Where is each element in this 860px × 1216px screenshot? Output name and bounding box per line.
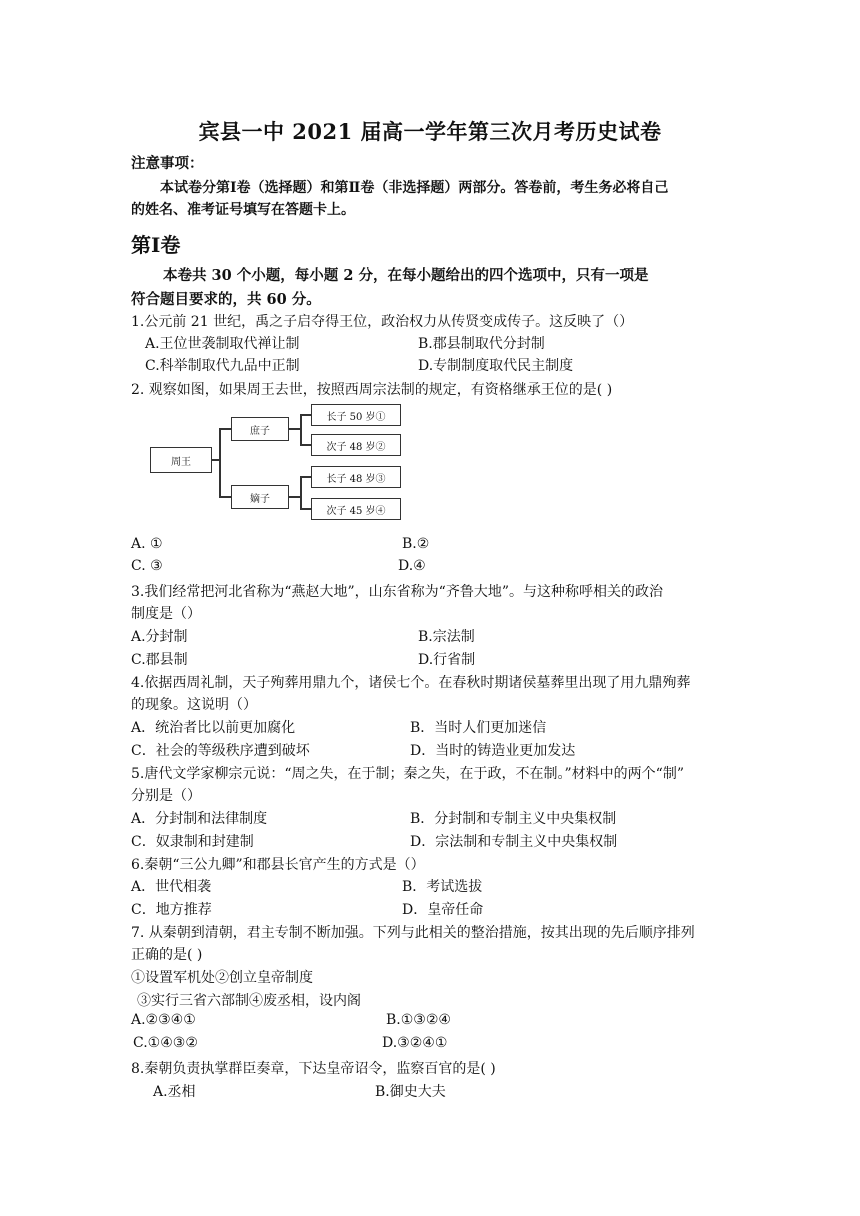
q6-option-d: D．皇帝任命 [402, 902, 484, 918]
q1-option-a: A.王位世袭制取代禅让制 [145, 336, 300, 352]
notice-line-2: 的姓名、准考证号填写在答题卡上。 [131, 202, 355, 218]
diagram-connector [300, 414, 311, 416]
q5-option-d: D．宗法制和专制主义中央集权制 [410, 834, 618, 850]
diagram-connector [300, 444, 311, 446]
diagram-connector [300, 414, 302, 445]
q6-option-c: C．地方推荐 [131, 902, 212, 918]
q3-option-d: D.行省制 [418, 652, 476, 668]
q7-option-c: C.①④③② [133, 1035, 198, 1051]
q4-option-b: B．当时人们更加迷信 [410, 720, 547, 736]
diagram-leaf-3-box: 长子 48 岁③ [311, 466, 401, 488]
diagram-connector [219, 428, 231, 430]
q2-stem: 2. 观察如图，如果周王去世，按照西周宗法制的规定，有资格继承王位的是( ) [131, 382, 613, 398]
q8-option-a: A.丞相 [153, 1084, 196, 1100]
diagram-connector [300, 476, 311, 478]
section-heading: 第Ⅰ卷 [131, 233, 181, 257]
q7-items-line-1: ①设置军机处②创立皇帝制度 [131, 970, 313, 986]
q2-option-c: C. ③ [131, 558, 163, 574]
diagram-connector [289, 496, 300, 498]
diagram-branch-2-box: 嫡子 [231, 485, 289, 509]
q4-stem-line-2: 的现象。这说明（） [131, 697, 257, 713]
q5-stem-line-2: 分别是（） [131, 788, 201, 804]
q1-option-c: C.科举制取代九品中正制 [145, 358, 300, 374]
q7-option-d: D.③②④① [382, 1035, 448, 1051]
q3-stem-line-1: 3.我们经常把河北省称为“燕赵大地”，山东省称为“齐鲁大地”。与这种称呼相关的政治 [131, 584, 663, 600]
q2-option-b: B.② [402, 536, 430, 552]
q2-option-d: D.④ [398, 558, 426, 574]
diagram-connector [300, 508, 311, 510]
page-title: 宾县一中 2021 届高一学年第三次月考历史试卷 [198, 119, 662, 144]
q3-option-b: B.宗法制 [418, 629, 475, 645]
diagram-connector [219, 496, 231, 498]
q2-option-a: A. ① [131, 536, 163, 552]
q6-option-b: B．考试选拔 [402, 879, 483, 895]
q4-option-a: A．统治者比以前更加腐化 [131, 720, 296, 736]
q7-stem-line-2: 正确的是( ) [131, 947, 203, 963]
section-intro-2: 符合题目要求的，共 60 分。 [131, 291, 321, 308]
q5-option-c: C．奴隶制和封建制 [131, 834, 254, 850]
q4-stem-line-1: 4.依据西周礼制，天子殉葬用鼎九个，诸侯七个。在春秋时期诸侯墓葬里出现了用九鼎殉葬 [131, 675, 691, 691]
section-intro-1: 本卷共 30 个小题，每小题 2 分，在每小题给出的四个选项中，只有一项是 [163, 267, 649, 284]
q7-option-b: B.①③②④ [386, 1012, 451, 1028]
q1-stem: 1.公元前 21 世纪，禹之子启夺得王位，政治权力从传贤变成传子。这反映了（） [131, 314, 634, 330]
diagram-leaf-1-box: 长子 50 岁① [311, 404, 401, 426]
diagram-leaf-2-box: 次子 48 岁② [311, 434, 401, 456]
q6-stem: 6.秦朝“三公九卿”和郡县长官产生的方式是（） [131, 857, 425, 873]
q6-option-a: A．世代相袭 [131, 879, 212, 895]
q5-option-b: B．分封制和专制主义中央集权制 [410, 811, 617, 827]
q7-items-line-2: ③实行三省六部制④废丞相，设内阁 [137, 993, 361, 1009]
q3-option-a: A.分封制 [131, 629, 188, 645]
q3-option-c: C.郡县制 [131, 652, 188, 668]
q8-stem: 8.秦朝负责执掌群臣奏章，下达皇帝诏令，监察百官的是( ) [131, 1061, 496, 1077]
q1-option-d: D.专制制度取代民主制度 [418, 358, 574, 374]
q7-stem-line-1: 7. 从秦朝到清朝，君主专制不断加强。下列与此相关的整治措施，按其出现的先后顺序排列 [131, 925, 695, 941]
diagram-connector [289, 428, 300, 430]
diagram-root-box: 周王 [150, 447, 212, 473]
q3-stem-line-2: 制度是（） [131, 606, 201, 622]
diagram-connector [300, 476, 302, 509]
q5-stem-line-1: 5.唐代文学家柳宗元说：“周之失，在于制；秦之失，在于政，不在制。”材料中的两个“制” [131, 766, 684, 782]
notice-heading: 注意事项： [131, 155, 204, 172]
diagram-branch-1-box: 庶子 [231, 417, 289, 441]
q4-option-d: D．当时的铸造业更加发达 [410, 743, 576, 759]
diagram-leaf-4-box: 次子 45 岁④ [311, 498, 401, 520]
q5-option-a: A．分封制和法律制度 [131, 811, 268, 827]
q1-option-b: B.郡县制取代分封制 [418, 336, 545, 352]
q4-option-c: C．社会的等级秩序遭到破坏 [131, 743, 310, 759]
diagram-connector [219, 428, 221, 497]
notice-line-1: 本试卷分第Ⅰ卷（选择题）和第Ⅱ卷（非选择题）两部分。答卷前，考生务必将自己 [160, 180, 669, 196]
q7-option-a: A.②③④① [131, 1012, 196, 1028]
q8-option-b: B.御史大夫 [375, 1084, 446, 1100]
